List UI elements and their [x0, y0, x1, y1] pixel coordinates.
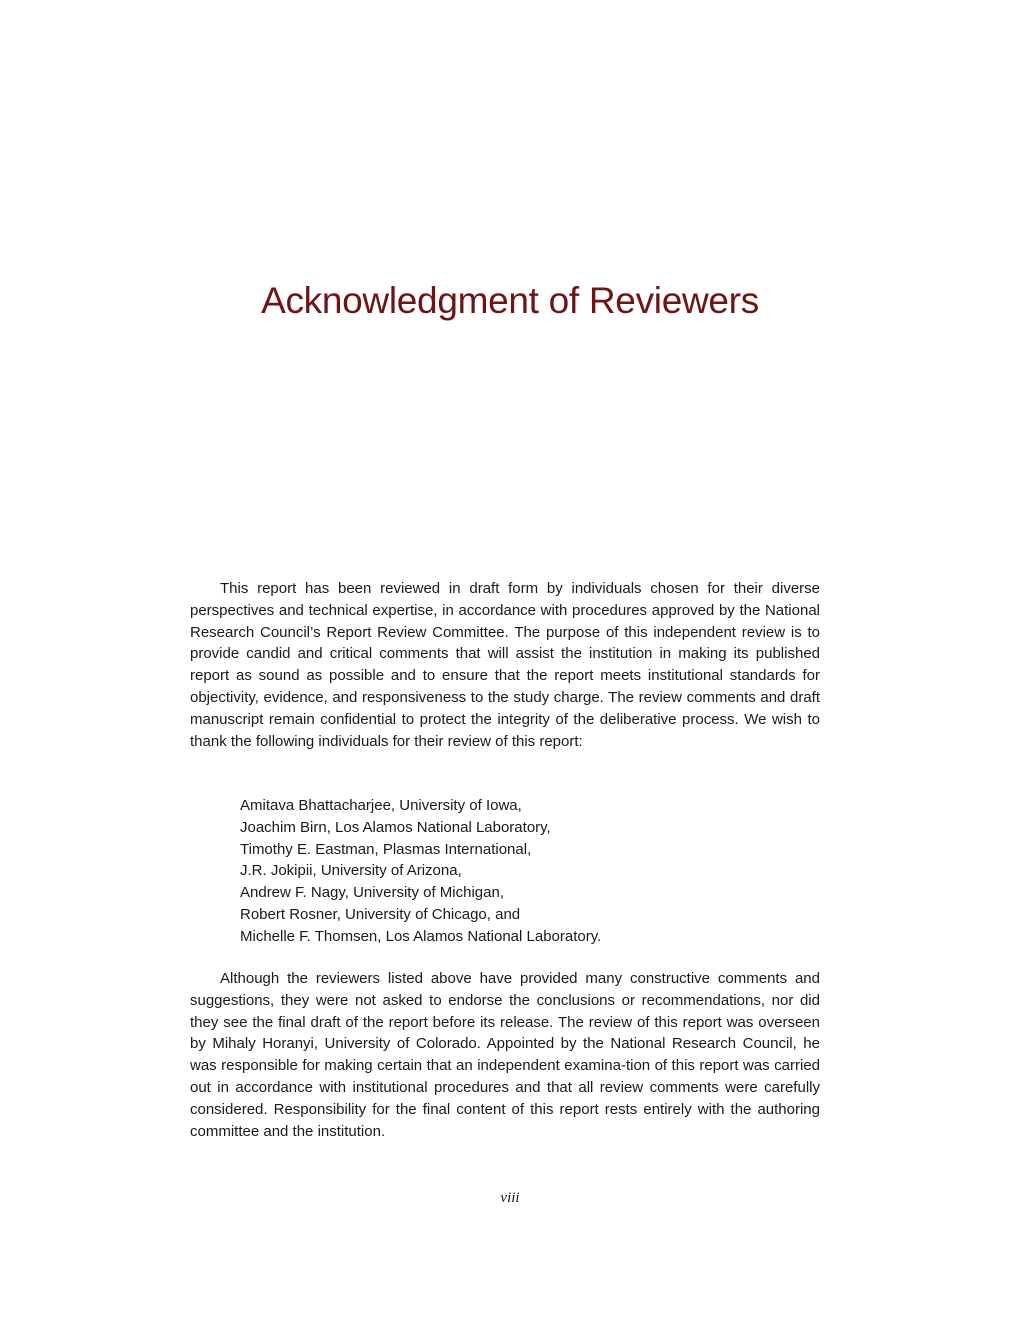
reviewer-item: Michelle F. Thomsen, Los Alamos National Laboratory. [240, 927, 602, 945]
reviewer-list [240, 795, 800, 948]
reviewer-item: Joachim Birn, Los Alamos National Laboratory, [240, 818, 551, 836]
reviewer-item: Andrew F. Nagy, University of Michigan, [240, 884, 504, 902]
reviewer-item: Amitava Bhattacharjee, University of Iowa, [240, 797, 522, 814]
reviewer-item: Robert Rosner, University of Chicago, and [240, 905, 521, 923]
page-title: Acknowledgment of Reviewers [261, 280, 759, 321]
reviewer-item: J.R. Jokipii, University of Arizona, [240, 862, 462, 880]
closing-paragraph: Although the reviewers listed above have provided many constructive comments and suggestions, they were not asked to endorse the conclusions or recommendations, nor did they see the final draft of the report before its release. The review of this report was overseen by Mihaly Horanyi, University of Colorado. Appointed by the National Research Council, he was responsible for making certain that an independent examina-tion of this report was carried out in accordance with institutional procedures and that all review comments were carefully considered. Responsibility for the final content of this report rests entirely with the authoring committee and the institution. [190, 970, 820, 1140]
page-number: viii [500, 1190, 520, 1206]
reviewer-item: Timothy E. Eastman, Plasmas International, [240, 840, 532, 858]
intro-paragraph: This report has been reviewed in draft form by individuals chosen for their diverse perspectives and technical expertise, in accordance with procedures approved by the National Research Council’s Report Review Committee. The purpose of this independent review is to provide candid and critical comments that will assist the institution in making its published report as sound as possible and to ensure that the report meets institutional standards for objectivity, evidence, and responsiveness to the study charge. The review comments and draft manuscript remain confidential to protect the integrity of the deliberative process. We wish to thank the following individuals for their review of this report: [190, 580, 820, 750]
